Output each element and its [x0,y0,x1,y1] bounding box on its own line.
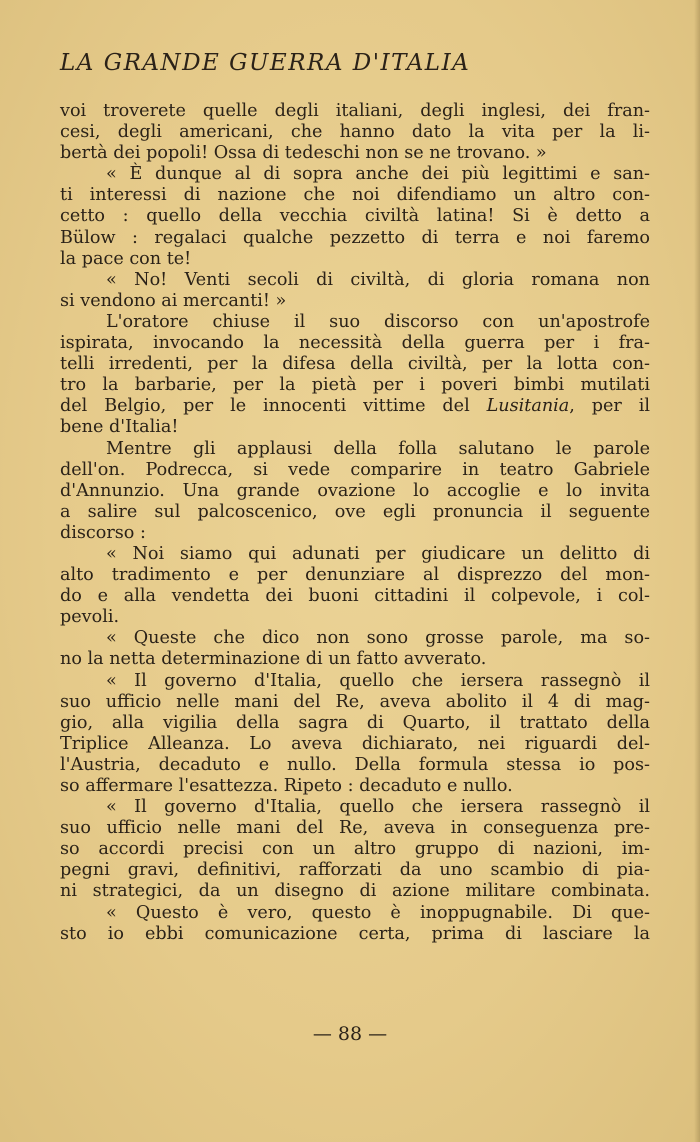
text-line: suo ufficio nelle mani del Re, aveva abolito il 4 di mag- [60,691,650,712]
text-line: « Noi siamo qui adunati per giudicare un delitto di [106,543,650,564]
text-line: si vendono ai mercanti! » [60,290,287,311]
text-line: suo ufficio nelle mani del Re, aveva in conseguenza pre- [60,818,650,839]
text-line: « Il governo d'Italia, quello che iersera rassegnò il [106,797,650,818]
text-line: pegni gravi, definitivi, rafforzati da uno scambio di pia- [60,860,650,881]
text-line: do e alla vendetta dei buoni cittadini il colpevole, i col- [60,586,650,607]
text-line: so accordi precisi con un altro gruppo di nazioni, im- [60,839,650,860]
text-line: « Queste che dico non sono grosse parole, ma so- [106,628,650,649]
text-line: sto io ebbi comunicazione certa, prima di lasciare la [60,923,650,944]
page-number: — 88 — [312,1023,388,1045]
body-text [60,101,650,945]
text-line: Triplice Alleanza. Lo aveva dichiarato, nei riguardi del- [60,733,650,754]
text-line: dell'on. Podrecca, si vede comparire in teatro Gabriele [60,459,650,480]
text-line: so affermare l'esattezza. Ripeto : decaduto e nullo. [60,776,513,796]
text-line: pevoli. [60,607,120,628]
text-line: « È dunque al di sopra anche dei più legittimi e san- [106,164,650,185]
text-line: gio, alla vigilia della sagra di Quarto, il trattato della [60,712,650,733]
text-line: no la netta determinazione di un fatto avverato. [60,649,487,670]
text-line: Bülow : regalaci qualche pezzetto di terra e noi faremo [60,227,650,248]
text-line: voi troverete quelle degli italiani, degli inglesi, dei fran- [60,101,650,121]
text-line: discorso : [60,522,146,543]
text-line: Mentre gli applausi della folla salutano le parole [106,438,650,459]
text-line: ti interessi di nazione che noi difendiamo un altro con- [60,185,650,206]
text-line: del Belgio, per le innocenti vittime del Lusitania, per il [60,396,650,417]
text-line: d'Annunzio. Una grande ovazione lo accoglie e lo invita [60,480,650,501]
text-line: l'Austria, decaduto e nullo. Della formula stessa io pos- [60,754,650,775]
text-line: « Il governo d'Italia, quello che iersera rassegnò il [106,670,650,691]
text-line: ni strategici, da un disegno di azione militare combinata. [60,881,650,902]
text-line: cesi, degli americani, che hanno dato la vita per la li- [60,122,650,143]
text-line: alto tradimento e per denunziare al disprezzo del mon- [60,565,650,586]
text-line: « No! Venti secoli di civiltà, di gloria romana non [106,269,650,290]
ship-name: Lusitania [486,396,570,417]
text-line: cetto : quello della vecchia civiltà latina! Si è detto a [60,206,650,227]
text-line: la pace con te! [60,248,192,269]
text-line: « Questo è vero, questo è inoppugnabile. Di que- [106,902,650,923]
text-line: bertà dei popoli! Ossa di tedeschi non se ne trovano. » [60,143,547,164]
text-line: tro la barbarie, per la pietà per i poveri bimbi mutilati [60,375,650,396]
text-line: ispirata, invocando la necessità della guerra per i fra- [60,333,650,354]
text-line: bene d'Italia! [60,417,179,438]
page-edge-shadow [694,0,700,1142]
text-line: a salire sul palcoscenico, ove egli pronuncia il seguente [60,501,650,522]
text-line: L'oratore chiuse il suo discorso con un'apostrofe [106,311,650,332]
running-header: LA GRANDE GUERRA D'ITALIA [60,50,471,76]
text-line: telli irredenti, per la difesa della civiltà, per la lotta con- [60,354,650,375]
